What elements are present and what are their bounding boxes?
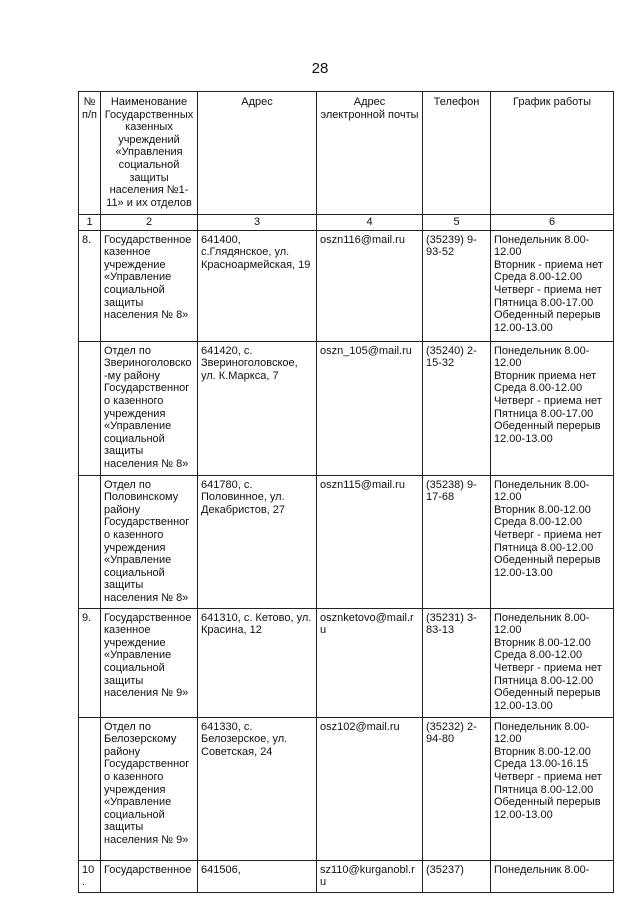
- row-address: 641310, с. Кетово, ул. Красина, 12: [198, 608, 317, 717]
- row-num: 10.: [79, 860, 101, 892]
- schedule-line: Четверг - приема нет: [494, 528, 602, 541]
- row-address: 641420, с. Звериноголовское, ул. К.Маркса, 7: [198, 341, 317, 475]
- row-phone: (35237): [423, 860, 491, 892]
- column-number: 4: [317, 215, 423, 231]
- row-name: Государственное: [101, 860, 198, 892]
- schedule-line: Понедельник 8.00-12.00: [494, 720, 590, 746]
- row-schedule: [491, 230, 614, 341]
- row-name: Отдел по Белозерскому району Государственного казенного учреждения «Управление социальной защиты населения № 9»: [101, 717, 198, 860]
- header-num: № п/п: [79, 92, 101, 215]
- schedule-line: Четверг - приема нет: [494, 283, 602, 296]
- schedule-line: Четверг - приема нет: [494, 770, 602, 783]
- schedule-line: Обеденный перерыв 12.00-13.00: [494, 309, 601, 334]
- schedule-line: Среда 8.00-12.00: [494, 649, 583, 662]
- schedule-line: Вторник 8.00-12.00: [494, 745, 591, 758]
- row-num: [79, 717, 101, 860]
- schedule-line: Пятница 8.00-12.00: [494, 541, 594, 554]
- schedule-line: Понедельник 8.00-12.00: [494, 233, 590, 259]
- row-address: 641780, с. Половинное, ул. Декабристов, 27: [198, 475, 317, 608]
- schedule-line: Среда 8.00-12.00: [494, 382, 583, 395]
- schedule-line: Четверг - приема нет: [494, 394, 602, 407]
- schedule-line: Четверг - приема нет: [494, 661, 602, 674]
- header-email: Адрес электронной почты: [317, 92, 423, 215]
- row-name: Отдел по Звериноголовско-му району Государственного казенного учреждения «Управление социальной защиты населения № 8»: [101, 341, 198, 475]
- table-row: [79, 341, 614, 475]
- schedule-line: Вторник - приема нет: [494, 258, 603, 271]
- institutions-table: [78, 91, 614, 893]
- row-num: [79, 341, 101, 475]
- column-number: 5: [423, 215, 491, 231]
- schedule-line: Пятница 8.00-12.00: [494, 783, 594, 796]
- row-name: Государственное казенное учреждение «Управление социальной защиты населения № 9»: [101, 608, 198, 717]
- schedule-line: Обеденный перерыв 12.00-13.00: [494, 554, 601, 579]
- row-phone: (35231) 3-83-13: [423, 608, 491, 717]
- row-num: [79, 475, 101, 608]
- row-schedule: [491, 608, 614, 717]
- row-email: sz110@kurganobl.ru: [317, 860, 423, 892]
- header-phone: Телефон: [423, 92, 491, 215]
- schedule-line: Среда 13.00-16.15: [494, 758, 589, 771]
- row-phone: (35239) 9-93-52: [423, 230, 491, 341]
- row-email: osznketovo@mail.ru: [317, 608, 423, 717]
- row-address: 641330, с. Белозерское, ул. Советская, 24: [198, 717, 317, 860]
- row-schedule: [491, 860, 614, 892]
- table-row: [79, 860, 614, 892]
- header-address: Адрес: [198, 92, 317, 215]
- table-row: [79, 608, 614, 717]
- row-email: oszn_105@mail.ru: [317, 341, 423, 475]
- schedule-line: Обеденный перерыв 12.00-13.00: [494, 796, 601, 821]
- row-address: 641506,: [198, 860, 317, 892]
- schedule-line: Понедельник 8.00-12.00: [494, 478, 590, 504]
- row-email: oszn115@mail.ru: [317, 475, 423, 608]
- row-schedule: [491, 475, 614, 608]
- schedule-line: Понедельник 8.00-12.00: [494, 344, 590, 370]
- header-name: Наименование Государственных казенных учреждений «Управления социальной защиты населения №1-11» и их отделов: [101, 92, 198, 215]
- row-schedule: [491, 717, 614, 860]
- column-number-row: [79, 215, 614, 231]
- row-num: 9.: [79, 608, 101, 717]
- row-email: oszn116@mail.ru: [317, 230, 423, 341]
- table-row: [79, 475, 614, 608]
- row-phone: (35232) 2-94-80: [423, 717, 491, 860]
- row-phone: (35240) 2-15-32: [423, 341, 491, 475]
- table-row: [79, 717, 614, 860]
- page-number: 28: [311, 60, 329, 77]
- table-row: [79, 230, 614, 341]
- header-schedule: График работы: [491, 92, 614, 215]
- schedule-line: Понедельник 8.00-12.00: [494, 611, 590, 637]
- column-number: 3: [198, 215, 317, 231]
- schedule-line: Пятница 8.00-12.00: [494, 674, 594, 687]
- schedule-line: Среда 8.00-12.00: [494, 516, 583, 529]
- schedule-line: Обеденный перерыв 12.00-13.00: [494, 420, 601, 445]
- schedule-line: Вторник 8.00-12.00: [494, 636, 591, 649]
- table-header-row: [79, 92, 614, 215]
- row-name: Государственное казенное учреждение «Управление социальной защиты населения № 8»: [101, 230, 198, 341]
- schedule-line: Вторник 8.00-12.00: [494, 503, 591, 516]
- column-number: 1: [79, 215, 101, 231]
- row-phone: (35238) 9-17-68: [423, 475, 491, 608]
- schedule-line: Среда 8.00-12.00: [494, 271, 583, 284]
- row-email: osz102@mail.ru: [317, 717, 423, 860]
- schedule-line: Обеденный перерыв 12.00-13.00: [494, 687, 601, 712]
- schedule-line: Пятница 8.00-17.00: [494, 407, 594, 420]
- schedule-line: Вторник приема нет: [494, 369, 597, 382]
- column-number: 6: [491, 215, 614, 231]
- row-schedule: [491, 341, 614, 475]
- schedule-line: Понедельник 8.00-: [494, 863, 590, 876]
- row-num: 8.: [79, 230, 101, 341]
- schedule-line: Пятница 8.00-17.00: [494, 296, 594, 309]
- column-number: 2: [101, 215, 198, 231]
- row-address: 641400, с.Глядянское, ул. Красноармейская, 19: [198, 230, 317, 341]
- row-name: Отдел по Половинскому району Государственного казенного учреждения «Управление социальной защиты населения № 8»: [101, 475, 198, 608]
